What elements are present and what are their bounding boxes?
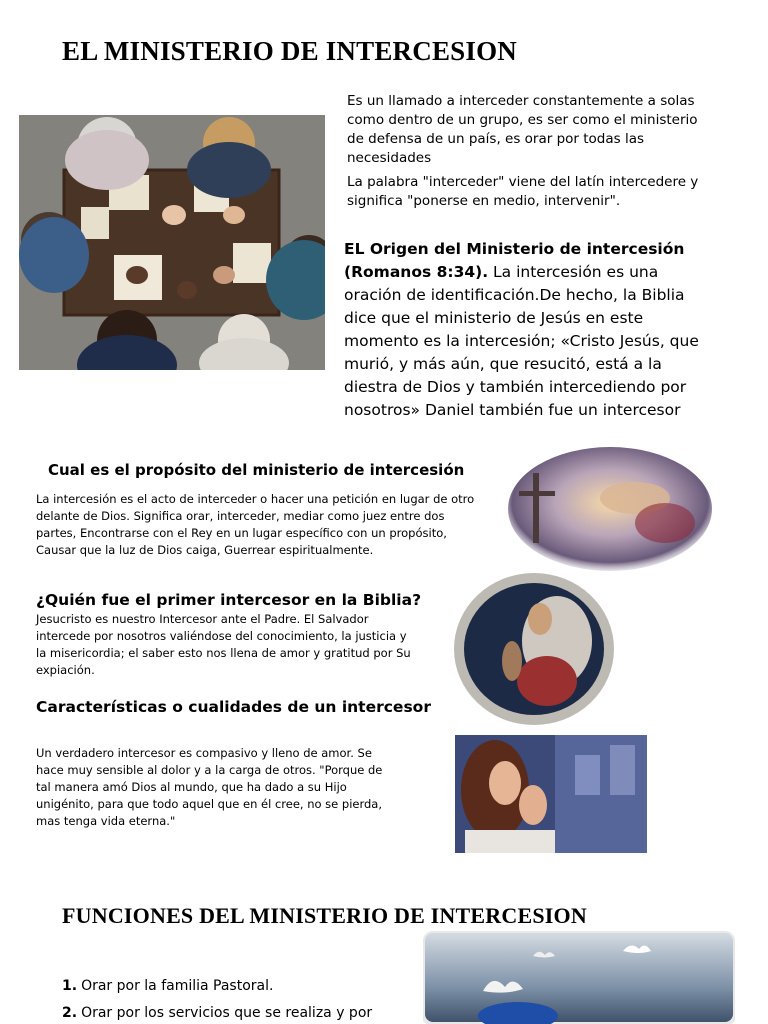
cross-hands-image [505, 443, 715, 575]
functions-title: FUNCIONES DEL MINISTERIO DE INTERCESION [62, 903, 587, 928]
origin-paragraph [344, 238, 714, 422]
list-item [62, 1000, 402, 1024]
qualities-heading: Características o cualidades de un intercesor [36, 698, 431, 716]
list-item-number: 2. [62, 1005, 78, 1021]
list-item-text: Orar por la familia Pastoral. [81, 978, 274, 994]
purpose-heading: Cual es el propósito del ministerio de intercesión [48, 461, 465, 479]
purpose-body: La intercesión es el acto de interceder o hacer una petición en lugar de otro delante de Dios. Significa orar, interceder, mediar como juez entre dos partes, Encontrarse con el Rey en un lugar específico con un propósito, Causar que la luz de Dios caiga, Guerrear espiritualmente. [36, 492, 475, 557]
first-intercessor-body: Jesucristo es nuestro Intercesor ante el Padre. El Salvador intercede por nosotros valiéndose del conocimiento, la justicia y la misericordia; el saber esto nos llena de amor y gratitud por Su expiación. [36, 612, 411, 677]
page-title: EL MINISTERIO DE INTERCESION [62, 36, 517, 66]
woman-praying-image [455, 735, 647, 853]
origin-body: La intercesión es una oración de identificación.De hecho, la Biblia dice que el ministerio de Jesús en este momento es la intercesión; «Cristo Jesús, que murió, y más aún, que resucitó, está a la diestra de Dios y también intercediendo por nosotros» Daniel también fue un intercesor [344, 263, 699, 419]
list-item [62, 973, 402, 1000]
functions-list [62, 973, 402, 1024]
jesus-praying-image [452, 571, 616, 727]
qualities-body: Un verdadero intercesor es compasivo y lleno de amor. Se hace muy sensible al dolor y a la carga de otros. "Porque de tal manera amó Dios al mundo, que ha dado a su Hijo unigénito, para que todo aquel que en él cree, no se pierda, mas tenga vida eterna." [36, 746, 383, 828]
group-prayer-image [19, 115, 325, 370]
list-item-text: Orar por los servicios que se realiza y por [81, 1005, 373, 1021]
intro-paragraph: Es un llamado a interceder constantemente a solas como dentro de un grupo, es ser como el ministerio de defensa de un país, es orar por todas las necesidades [347, 93, 698, 166]
first-intercessor-heading: ¿Quién fue el primer intercesor en la Biblia? [36, 591, 422, 609]
list-item-number: 1. [62, 978, 78, 994]
etymology-paragraph: La palabra "interceder" viene del latín intercedere y significa "ponerse en medio, intervenir". [347, 174, 699, 209]
origin-heading: EL Origen del Ministerio de intercesión (Romanos 8:34). [344, 240, 685, 281]
doves-sky-image [423, 931, 735, 1024]
